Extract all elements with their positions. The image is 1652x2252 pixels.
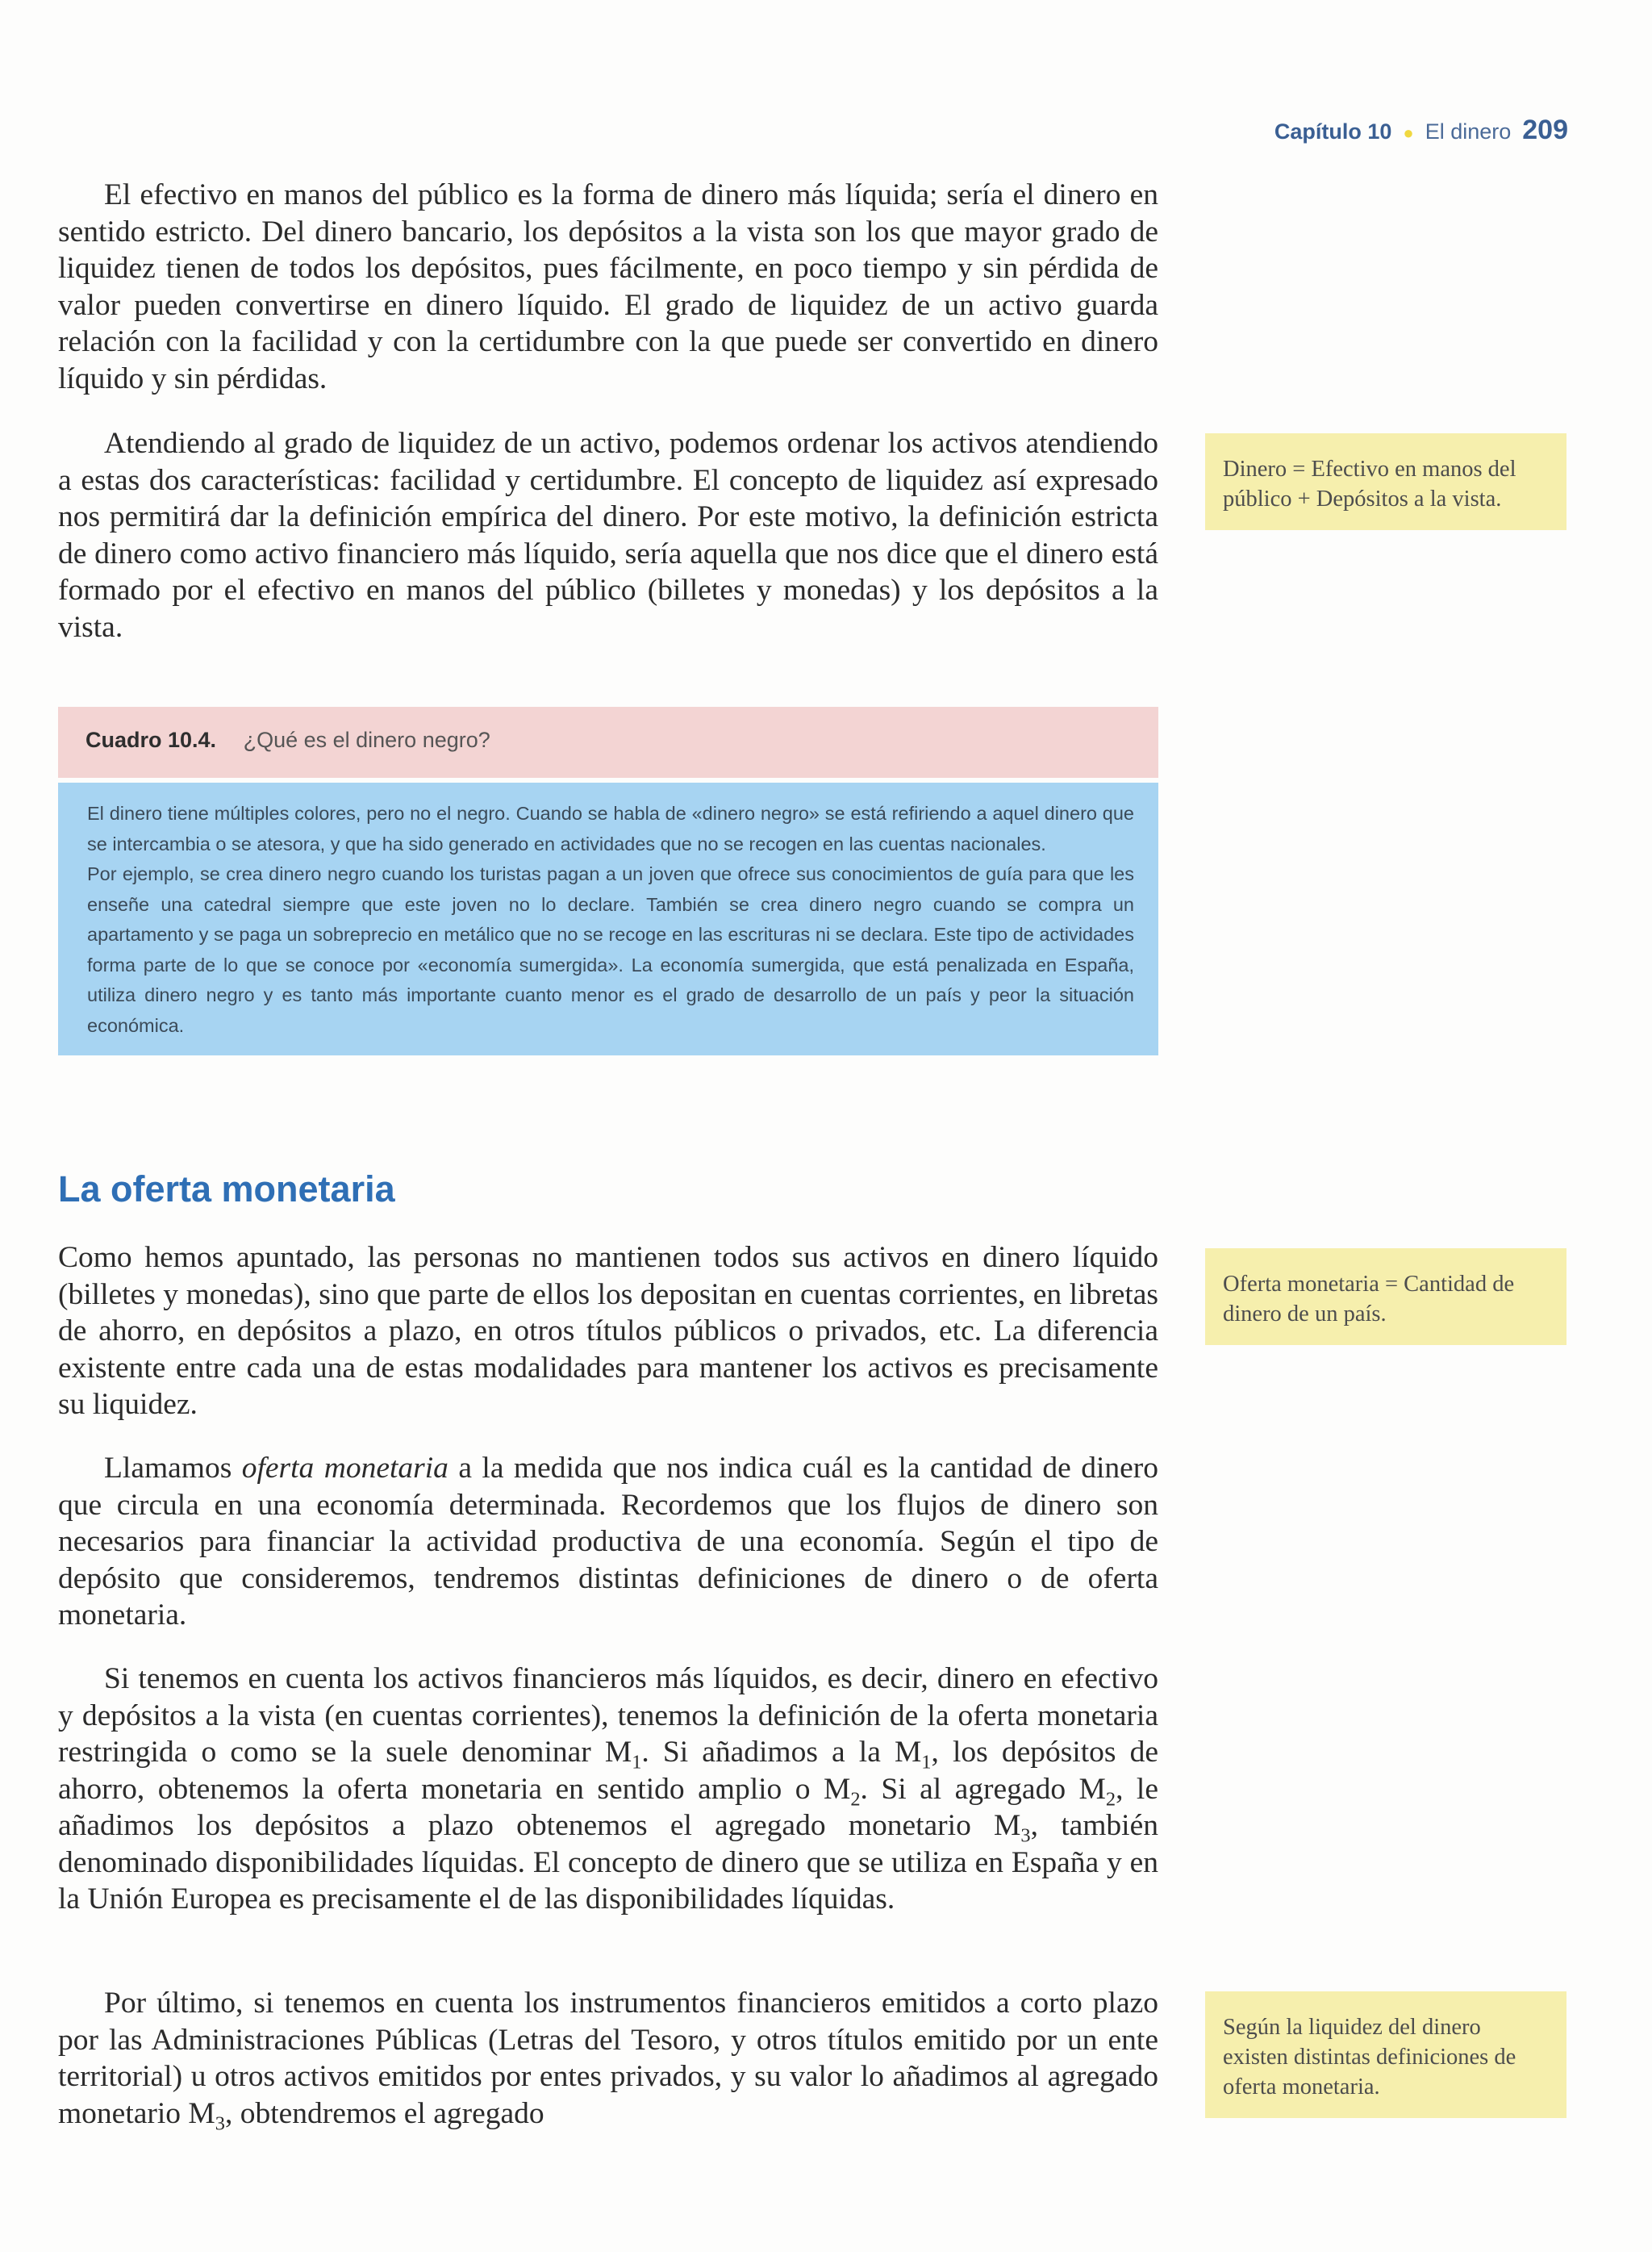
margin-note-dinero: Dinero = Efectivo en manos del público + Depósitos a la vista. bbox=[1205, 433, 1566, 530]
p5-e: , le añadimos los depósitos a plazo obtenemos el agregado monetario M bbox=[58, 1772, 1158, 1842]
p5-b: . Si añadimos a la M bbox=[641, 1736, 922, 1769]
paragraph-5-block bbox=[58, 1661, 1158, 1918]
cuadro-10-4 bbox=[58, 707, 1158, 1055]
margin-note-oferta: Oferta monetaria = Cantidad de dinero de un país. bbox=[1205, 1248, 1566, 1345]
p5-sub-2: 1 bbox=[921, 1751, 932, 1774]
paragraph-4-block bbox=[58, 1450, 1158, 1634]
paragraph-1-block bbox=[58, 177, 1158, 397]
p5-c: , los depósitos de ahorro, obtenemos la oferta monetaria en sentido amplio o M bbox=[58, 1736, 1158, 1806]
p6-sub-1: 3 bbox=[215, 2112, 225, 2134]
p6-a: Por último, si tenemos en cuenta los instrumentos financieros emitidos a corto plazo por las Administraciones Públicas (Letras del Tesoro, y otros títulos emitido por un ente territorial) u otros activos emitidos por entes privados, y su valor lo añadimos al agregado monetario M bbox=[58, 1987, 1158, 2130]
paragraph-5 bbox=[58, 1661, 1158, 1918]
paragraph-3: Como hemos apuntado, las personas no mantienen todos sus activos en dinero líquido (billetes y monedas), sino que parte de ellos los depositan en cuentas corrientes, en libretas de ahorro, en depósitos a plazo, en otros títulos públicos o privados, etc. La diferencia existente entre cada una de estas modalidades para mantener los activos es precisamente su liquidez. bbox=[58, 1241, 1158, 1421]
p5-sub-3: 2 bbox=[850, 1788, 861, 1810]
p5-a: Si tenemos en cuenta los activos financieros más líquidos, es decir, dinero en efectivo y depósitos a la vista (en cuentas corrientes), tenemos la definición de la oferta monetaria restringida o como se la suele denominar M bbox=[58, 1662, 1158, 1769]
paragraph-4 bbox=[58, 1450, 1158, 1634]
cuadro-paragraph-1: El dinero tiene múltiples colores, pero no el negro. Cuando se habla de «dinero negro» se está refiriendo a aquel dinero que se intercambia o se atesora, y que ha sido generado en actividades que no se recogen en las cuentas nacionales. bbox=[87, 803, 1134, 854]
p5-sub-1: 1 bbox=[632, 1751, 642, 1774]
section-label: El dinero bbox=[1425, 119, 1512, 144]
paragraph-1: El efectivo en manos del público es la forma de dinero más líquida; sería el dinero en sentido estricto. Del dinero bancario, los depósitos a la vista son los que mayor grado de liquidez tienen de todos los depósitos, pues fácilmente, en poco tiempo y sin pérdida de valor pueden convertirse en dinero líquido. El grado de liquidez de un activo guarda relación con la facilidad y con la certidumbre con la que puede ser convertido en dinero líquido y sin pérdidas. bbox=[58, 178, 1158, 395]
chapter-label: Capítulo 10 bbox=[1274, 119, 1392, 144]
p4-end: a la medida que nos indica cuál es la cantidad de dinero que circula en una economía determinada. Recordemos que los flujos de dinero son necesarios para financiar la actividad productiva de una economía. Según el tipo de depósito que consideremos, tendremos distintas definiciones de dinero o de oferta monetaria. bbox=[58, 1452, 1159, 1632]
margin-note-liquidez: Según la liquidez del dinero existen distintas definiciones de oferta monetaria. bbox=[1205, 1991, 1566, 2118]
p5-sub-5: 3 bbox=[1020, 1824, 1031, 1847]
bullet-icon: ● bbox=[1403, 123, 1414, 143]
paragraph-6 bbox=[58, 1985, 1158, 2132]
page-header bbox=[1274, 115, 1568, 146]
cuadro-body bbox=[58, 783, 1158, 1055]
cuadro-paragraph-2: Por ejemplo, se crea dinero negro cuando los turistas pagan a un joven que ofrece sus conocimientos de guía para que les enseñe una catedral siempre que este joven no lo declare. También se crea dinero negro cuando se compra un apartamento y se paga un sobreprecio en metálico que no se recoge en las escrituras ni se declara. Este tipo de actividades forma parte de lo que se conoce por «economía sumergida». La economía sumergida, que está penalizada en España, utiliza dinero negro y es tanto más importante cuanto menor es el grado de desarrollo de un país y peor la situación económica. bbox=[87, 863, 1134, 1036]
p5-f: , también denominado disponibilidades líquidas. El concepto de dinero que se utiliza en España y en la Unión Europea es precisamente el de las disponibilidades líquidas. bbox=[58, 1809, 1158, 1916]
p5-d: . Si al agregado M bbox=[860, 1772, 1106, 1806]
p4-start: Llamamos bbox=[104, 1452, 242, 1485]
p6-b: , obtendremos el agregado bbox=[224, 2096, 544, 2130]
section-heading: La oferta monetaria bbox=[58, 1168, 395, 1210]
p5-sub-4: 2 bbox=[1105, 1788, 1116, 1810]
cuadro-question: ¿Qué es el dinero negro? bbox=[243, 728, 490, 752]
paragraph-2-block bbox=[58, 425, 1158, 646]
cuadro-header bbox=[58, 707, 1158, 778]
cuadro-label: Cuadro 10.4. bbox=[86, 728, 217, 752]
paragraph-3-block bbox=[58, 1239, 1158, 1423]
page-number: 209 bbox=[1522, 115, 1568, 145]
term-oferta-monetaria: oferta monetaria bbox=[241, 1452, 448, 1485]
paragraph-2: Atendiendo al grado de liquidez de un activo, podemos ordenar los activos atendiendo a estas dos características: facilidad y certidumbre. El concepto de liquidez así expresado nos permitirá dar la definición empírica del dinero. Por este motivo, la definición estricta de dinero como activo financiero más líquido, sería aquella que nos dice que el dinero está formado por el efectivo en manos del público (billetes y monedas) y los depósitos a la vista. bbox=[58, 427, 1158, 644]
paragraph-6-block bbox=[58, 1985, 1158, 2132]
